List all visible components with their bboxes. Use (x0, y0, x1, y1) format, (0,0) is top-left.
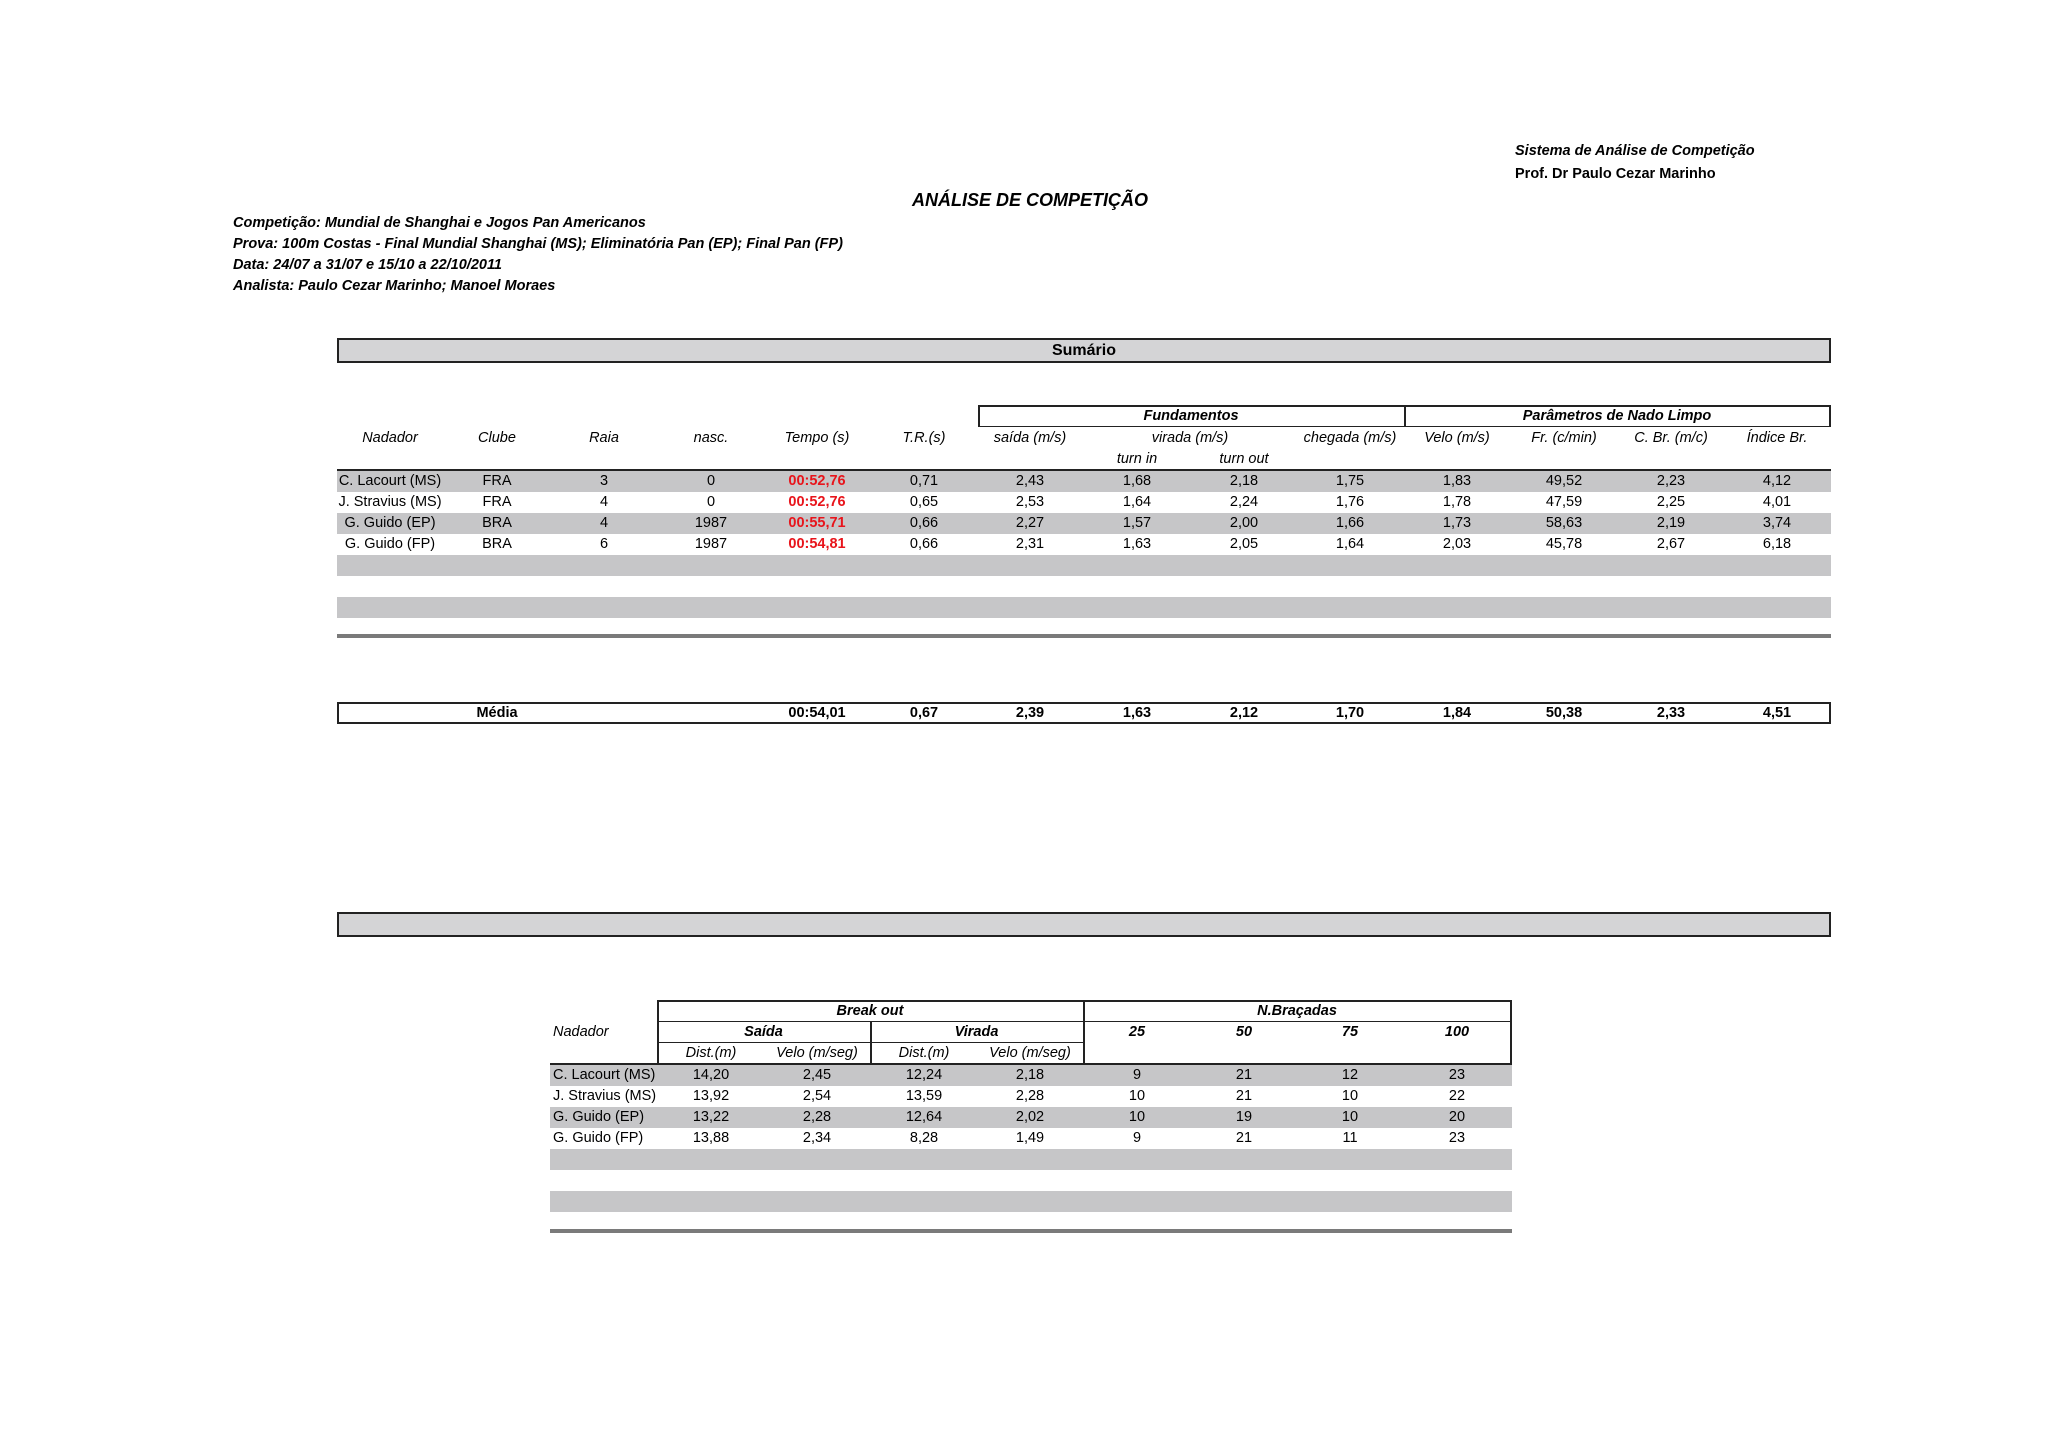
summary-cell: 1,66 (1335, 515, 1365, 531)
media-value: 2,12 (1229, 705, 1259, 721)
summary-cell: 47,59 (1545, 494, 1583, 510)
breakout-cell: 19 (1235, 1109, 1253, 1125)
summary-cell: 1,78 (1442, 494, 1472, 510)
swimmer-name: G. Guido (EP) (553, 1109, 645, 1125)
breakout-cell: 2,02 (1015, 1109, 1045, 1125)
summary-cell: 3,74 (1762, 515, 1792, 531)
breakout-cell: 2,34 (802, 1130, 832, 1146)
media-value: 1,84 (1442, 705, 1472, 721)
summary-cell: 1987 (694, 536, 728, 552)
breakout-cell: 2,28 (1015, 1088, 1045, 1104)
summary-cell: 00:52,76 (788, 473, 846, 489)
col-nadador: Nadador (553, 1024, 609, 1040)
media-value: 1,63 (1122, 705, 1152, 721)
summary-cell: 00:52,76 (788, 494, 846, 510)
summary-cell: 4 (599, 515, 609, 531)
breakout-cell: 12,24 (905, 1067, 943, 1083)
summary-cell: 2,18 (1229, 473, 1259, 489)
summary-cell: FRA (482, 473, 512, 489)
summary-cell: 2,23 (1656, 473, 1686, 489)
summary-cell: BRA (482, 536, 512, 552)
sub-col-3: Velo (m/seg) (989, 1045, 1071, 1061)
summary-cell: 1,64 (1122, 494, 1152, 510)
swimmer-name: C. Lacourt (MS) (553, 1067, 656, 1083)
breakout-cell: 2,45 (802, 1067, 832, 1083)
summary-cell: 00:55,71 (788, 515, 846, 531)
breakout-cell: 13,88 (692, 1130, 730, 1146)
col-raia: Raia (589, 430, 619, 446)
breakout-cell: 23 (1448, 1130, 1466, 1146)
swimmer-name: J. Stravius (MS) (553, 1088, 657, 1104)
breakout-cell: 12,64 (905, 1109, 943, 1125)
sub-col-0: Dist.(m) (685, 1045, 737, 1061)
breakout-cell: 2,18 (1015, 1067, 1045, 1083)
group-parametros: Parâmetros de Nado Limpo (1522, 408, 1712, 424)
summary-cell: 2,43 (1015, 473, 1045, 489)
summary-cell: 1987 (694, 515, 728, 531)
summary-cell: 3 (599, 473, 609, 489)
breakout-cell: 11 (1342, 1130, 1358, 1146)
group-bracadas: N.Braçadas (1257, 1003, 1337, 1019)
summary-cell: 4,12 (1762, 473, 1792, 489)
summary-cell: 2,25 (1656, 494, 1686, 510)
summary-cell: 00:54,81 (788, 536, 846, 552)
summary-row-band (337, 555, 1831, 576)
meta-competicao: Competição: Mundial de Shanghai e Jogos Pan Americanos (233, 215, 646, 231)
summary-cell: 2,67 (1656, 536, 1686, 552)
breakout-cell: 20 (1448, 1109, 1466, 1125)
summary-row-band (337, 597, 1831, 618)
summary-cell: 1,73 (1442, 515, 1472, 531)
breakout-cell: 22 (1448, 1088, 1466, 1104)
col-fr: Fr. (c/min) (1531, 430, 1597, 446)
swimmer-name: G. Guido (FP) (344, 536, 436, 552)
summary-cell: 1,83 (1442, 473, 1472, 489)
summary-cell: BRA (482, 515, 512, 531)
summary-cell: 2,00 (1229, 515, 1259, 531)
col-chegada: chegada (m/s) (1303, 430, 1397, 446)
col-velo: Velo (m/s) (1424, 430, 1490, 446)
summary-banner: Sumário (337, 338, 1831, 363)
sub-saida: Saída (744, 1024, 783, 1040)
breakout-cell: 21 (1235, 1067, 1253, 1083)
summary-cell: 6,18 (1762, 536, 1792, 552)
summary-cell: FRA (482, 494, 512, 510)
summary-cell: 1,76 (1335, 494, 1365, 510)
breakout-cell: 9 (1132, 1067, 1142, 1083)
summary-cell: 0,65 (909, 494, 939, 510)
breakout-cell: 2,54 (802, 1088, 832, 1104)
sub-turn-in: turn in (1116, 451, 1158, 467)
breakout-cell: 10 (1341, 1109, 1359, 1125)
summary-cell: 4,01 (1762, 494, 1792, 510)
system-title: Sistema de Análise de Competição (1515, 143, 1755, 159)
breakout-cell: 1,49 (1015, 1130, 1045, 1146)
col-bracadas-0: 25 (1128, 1024, 1146, 1040)
summary-cell: 1,57 (1122, 515, 1152, 531)
summary-cell: 2,19 (1656, 515, 1686, 531)
summary-cell: 0 (706, 473, 716, 489)
media-value: 2,33 (1656, 705, 1686, 721)
summary-cell: 1,75 (1335, 473, 1365, 489)
summary-cell: 2,53 (1015, 494, 1045, 510)
media-label: Média (476, 705, 518, 721)
page-title: ANÁLISE DE COMPETIÇÃO (911, 190, 1148, 210)
media-value: 1,70 (1335, 705, 1365, 721)
summary-cell: 2,27 (1015, 515, 1045, 531)
breakout-cell: 2,28 (802, 1109, 832, 1125)
summary-cell: 1,63 (1122, 536, 1152, 552)
swimmer-name: J. Stravius (MS) (338, 494, 442, 510)
summary-cell: 45,78 (1545, 536, 1583, 552)
breakout-cell: 8,28 (909, 1130, 939, 1146)
swimmer-name: G. Guido (EP) (344, 515, 436, 531)
summary-cell: 2,05 (1229, 536, 1259, 552)
media-value: 50,38 (1545, 705, 1583, 721)
groups-bottom-line (978, 426, 1831, 427)
media-value: 0,67 (909, 705, 939, 721)
col-clube: Clube (478, 430, 516, 446)
group-fundamentos: Fundamentos (1143, 408, 1239, 424)
meta-analista: Analista: Paulo Cezar Marinho; Manoel Moraes (233, 278, 556, 294)
sub-col-2: Dist.(m) (898, 1045, 950, 1061)
bo-end-line (550, 1229, 1512, 1233)
media-value: 00:54,01 (788, 705, 846, 721)
col-virada: virada (m/s) (1151, 430, 1229, 446)
breakout-cell: 21 (1235, 1088, 1253, 1104)
breakout-cell: 9 (1132, 1130, 1142, 1146)
summary-cell: 4 (599, 494, 609, 510)
media-value: 4,51 (1762, 705, 1792, 721)
summary-cell: 58,63 (1545, 515, 1583, 531)
swimmer-name: C. Lacourt (MS) (338, 473, 442, 489)
summary-cell: 1,68 (1122, 473, 1152, 489)
summary-cell: 0 (706, 494, 716, 510)
breakout-cell: 13,92 (692, 1088, 730, 1104)
summary-cell: 0,66 (909, 536, 939, 552)
breakout-cell: 10 (1128, 1088, 1146, 1104)
breakout-cell: 23 (1448, 1067, 1466, 1083)
breakout-cell: 12 (1341, 1067, 1359, 1083)
sub-turn-out: turn out (1219, 451, 1269, 467)
summary-end-line (337, 634, 1831, 638)
summary-cell: 1,64 (1335, 536, 1365, 552)
breakout-cell: 10 (1128, 1109, 1146, 1125)
col-tr: T.R.(s) (902, 430, 946, 446)
summary-cell: 0,71 (909, 473, 939, 489)
sub-col-1: Velo (m/seg) (776, 1045, 858, 1061)
swimmer-name: G. Guido (FP) (553, 1130, 644, 1146)
breakout-cell: 13,22 (692, 1109, 730, 1125)
summary-cell: 2,24 (1229, 494, 1259, 510)
breakout-cell: 14,20 (692, 1067, 730, 1083)
summary-cell: 6 (599, 536, 609, 552)
col-cbr: C. Br. (m/c) (1634, 430, 1708, 446)
col-nasc: nasc. (693, 430, 729, 446)
sub-virada: Virada (954, 1024, 999, 1040)
bo-row-band (550, 1191, 1512, 1212)
breakout-cell: 10 (1341, 1088, 1359, 1104)
col-indice: Índice Br. (1746, 430, 1808, 446)
meta-data: Data: 24/07 a 31/07 e 15/10 a 22/10/2011 (233, 257, 503, 273)
col-saida: saída (m/s) (993, 430, 1067, 446)
breakout-cell: 21 (1235, 1130, 1253, 1146)
meta-prova: Prova: 100m Costas - Final Mundial Shanghai (MS); Eliminatória Pan (EP); Final Pan (FP) (233, 236, 843, 252)
col-nadador: Nadador (362, 430, 418, 446)
col-tempo: Tempo (s) (784, 430, 850, 446)
summary-cell: 2,03 (1442, 536, 1472, 552)
breakout-cell: 13,59 (905, 1088, 943, 1104)
media-value: 2,39 (1015, 705, 1045, 721)
author-name: Prof. Dr Paulo Cezar Marinho (1515, 166, 1716, 182)
col-bracadas-3: 100 (1444, 1024, 1470, 1040)
group-break-out: Break out (836, 1003, 904, 1019)
summary-cell: 2,31 (1015, 536, 1045, 552)
col-bracadas-1: 50 (1235, 1024, 1253, 1040)
bo-row-band (550, 1149, 1512, 1170)
summary-cell: 0,66 (909, 515, 939, 531)
empty-section-banner (337, 912, 1831, 937)
summary-cell: 49,52 (1545, 473, 1583, 489)
col-bracadas-2: 75 (1341, 1024, 1359, 1040)
